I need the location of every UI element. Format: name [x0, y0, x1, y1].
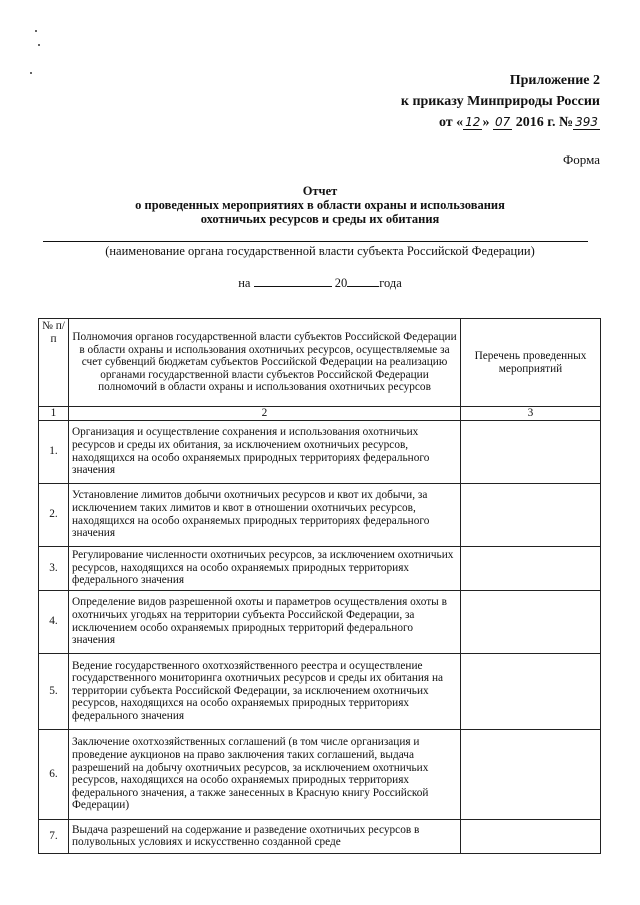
table-row [39, 729, 601, 819]
table-row [39, 653, 601, 729]
row-description: Ведение государственного охотхозяйственного реестра и осуществление государственного мониторинга охотничьих ресурсов и среды их обитания на территории субъекта Российской Федерации, за исключением охотничьих ресурсов, находящихся на особо охраняемых природных территориях федерального значения [69, 653, 461, 729]
period-na: на [238, 276, 251, 290]
row-description: Определение видов разрешенной охоты и параметров осуществления охоты в охотничьих угодьях на территории субъекта Российской Федерации, за исключением особо охраняемых природных территорий федерального значения [69, 590, 461, 653]
form-label: Форма [563, 152, 600, 167]
table-row [39, 420, 601, 483]
organization-name-line [43, 241, 588, 242]
row-activities-cell[interactable] [461, 819, 601, 853]
row-number: 4. [39, 590, 69, 653]
scan-speck [35, 30, 37, 32]
row-activities-cell[interactable] [461, 653, 601, 729]
header-number: № п/п [39, 319, 69, 407]
column-index: 1 [39, 407, 69, 421]
report-title [40, 184, 600, 226]
table-row [39, 483, 601, 546]
order-date-line [401, 112, 600, 133]
period-year-prefix: 20 [334, 276, 348, 290]
row-activities-cell[interactable] [461, 590, 601, 653]
row-number: 5. [39, 653, 69, 729]
organization-caption: (наименование органа государственной власти субъекта Российской Федерации) [105, 244, 535, 258]
row-activities-cell[interactable] [461, 729, 601, 819]
row-number: 3. [39, 546, 69, 590]
row-number: 1. [39, 420, 69, 483]
row-number: 2. [39, 483, 69, 546]
handwritten-day: 12 [465, 115, 481, 129]
report-period [40, 274, 600, 291]
table-header-row [39, 319, 601, 407]
row-activities-cell[interactable] [461, 483, 601, 546]
row-description: Установление лимитов добычи охотничьих ресурсов и квот их добычи, за исключением таких лимитов и квот в отношении охотничьих ресурсов, находящихся на особо охраняемых природных территориях федерального значения [69, 483, 461, 546]
date-year: 2016 г. № [512, 115, 574, 130]
year-blank [347, 274, 379, 287]
row-description: Регулирование численности охотничьих ресурсов, за исключением охотничьих ресурсов, находящихся на особо охраняемых природных территориях федерального значения [69, 546, 461, 590]
row-description: Организация и осуществление сохранения и использования охотничьих ресурсов и среды их обитания, за исключением охотничьих ресурсов, находящихся на особо охраняемых природных территориях федерального значения [69, 420, 461, 483]
date-prefix: от « [438, 115, 464, 130]
row-number: 7. [39, 819, 69, 853]
scan-speck [30, 72, 32, 74]
handwritten-order-number: 393 [575, 115, 598, 129]
date-separator: » [482, 115, 493, 130]
handwritten-month: 07 [494, 115, 511, 129]
row-activities-cell[interactable] [461, 546, 601, 590]
table-row [39, 590, 601, 653]
row-description: Заключение охотхозяйственных соглашений (в том числе организация и проведение аукционов на право заключения таких соглашений, выдача разрешений на добычу охотничьих ресурсов, за исключением охотничьих ресурсов, находящихся на особо охраняемых природных территориях федерального значения, а также занесенных в Красную книгу Российской Федерации) [69, 729, 461, 819]
order-reference: к приказу Минприроды России [400, 94, 600, 109]
period-year-word: года [379, 276, 402, 290]
header-powers: Полномочия органов государственной власти субъектов Российской Федерации в области охраны и использования охотничьих ресурсов, осуществляемые за счет субвенций бюджетам субъектов Российской Федерации на реализацию органами государственной власти субъектов Российской Федерации полномочий в области охраны и использования охотничьих ресурсов [69, 319, 461, 407]
appendix-number: Приложение 2 [509, 73, 600, 88]
row-description: Выдача разрешений на содержание и разведение охотничьих ресурсов в полувольных условиях и искусственно созданной среде [69, 819, 461, 853]
title-line-1: Отчет [302, 184, 338, 198]
title-line-3: охотничьих ресурсов и среды их обитания [200, 212, 440, 226]
title-line-2: о проведенных мероприятиях в области охраны и использования [135, 198, 505, 212]
column-index: 2 [69, 407, 461, 421]
row-number: 6. [39, 729, 69, 819]
appendix-header [401, 70, 600, 133]
column-index: 3 [461, 407, 601, 421]
table-row [39, 819, 601, 853]
row-activities-cell[interactable] [461, 420, 601, 483]
activities-table [38, 318, 601, 854]
scan-speck [38, 44, 40, 46]
column-index-row [39, 407, 601, 421]
table-row [39, 546, 601, 590]
header-activities: Перечень проведенных мероприятий [461, 319, 601, 407]
period-blank [254, 274, 332, 287]
